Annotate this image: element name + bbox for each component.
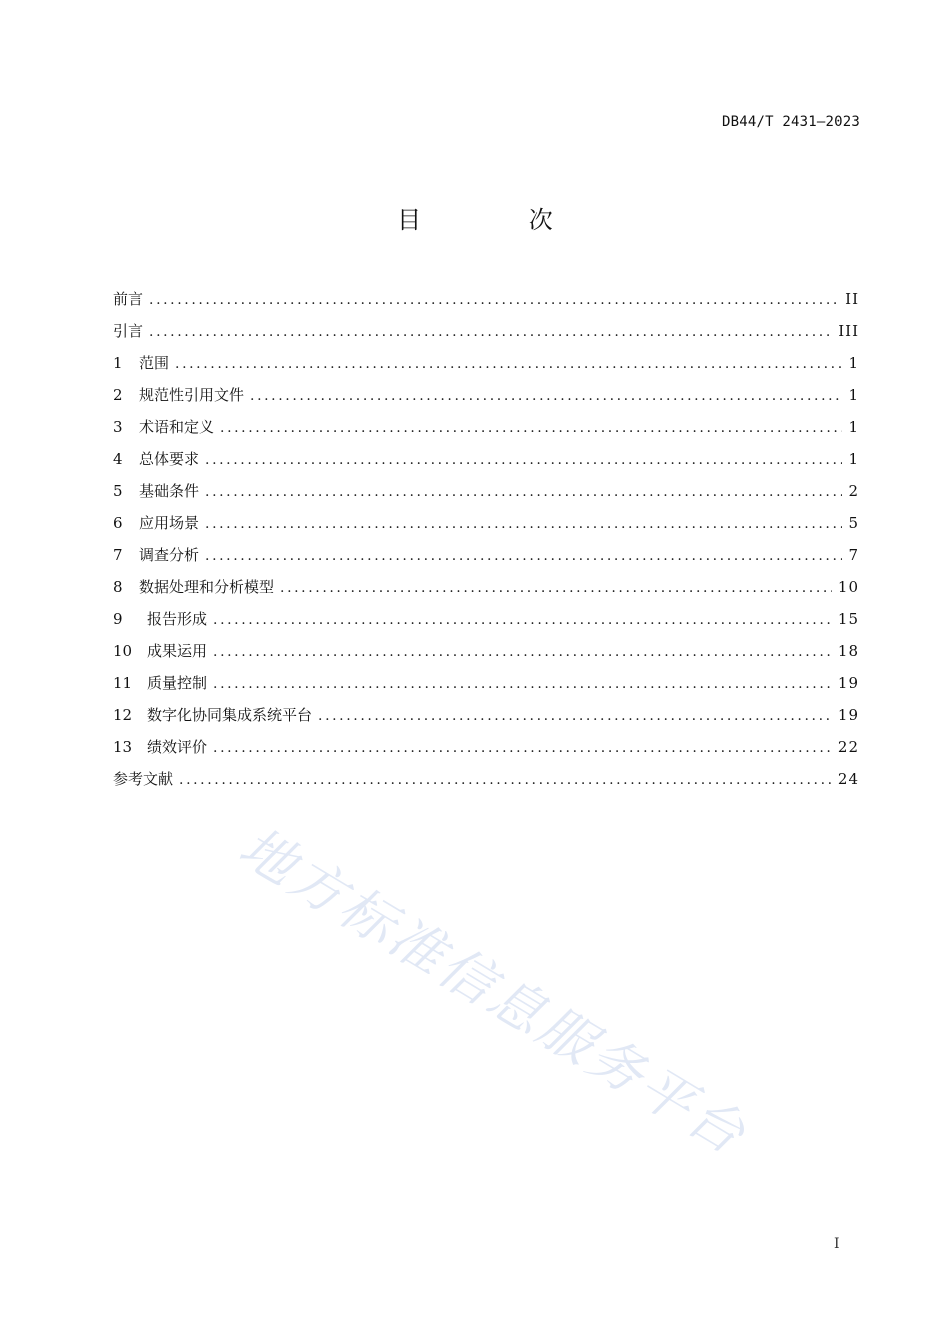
toc-leader-dots — [213, 607, 832, 633]
toc-entry-label: 绩效评价 — [147, 738, 208, 756]
toc-entry-label: 参考文献 — [113, 770, 174, 788]
toc-entry-page: 1 — [848, 418, 859, 436]
toc-entry-label: 应用场景 — [139, 514, 200, 532]
toc-leader-dots — [250, 383, 842, 409]
toc-entry-number: 11 — [113, 674, 133, 692]
toc-entry-label: 质量控制 — [147, 674, 208, 692]
toc-entry[interactable] — [113, 286, 859, 318]
toc-entry-label: 术语和定义 — [139, 418, 215, 436]
toc-leader-dots — [205, 447, 842, 473]
toc-entry-page: 1 — [848, 386, 859, 404]
toc-title: 目 次 — [397, 206, 603, 234]
toc-entry-page: 5 — [848, 514, 859, 532]
toc-leader-dots — [213, 671, 832, 697]
toc-leader-dots — [318, 703, 832, 729]
toc-entry-page: III — [838, 322, 859, 340]
toc-entry[interactable] — [113, 766, 859, 798]
toc-leader-dots — [205, 479, 842, 505]
toc-entry-label: 数据处理和分析模型 — [139, 578, 275, 596]
toc-entry-page: 19 — [837, 674, 859, 692]
toc-leader-dots — [280, 575, 832, 601]
toc-entry-number: 12 — [113, 706, 133, 724]
toc-leader-dots — [213, 639, 832, 665]
toc-entry-label: 数字化协同集成系统平台 — [147, 706, 313, 724]
page-number: I — [834, 1236, 840, 1252]
toc-entry[interactable] — [113, 350, 859, 382]
toc-entry[interactable] — [113, 542, 859, 574]
toc-entry-label: 前言 — [113, 290, 144, 308]
toc-entry-page: 24 — [837, 770, 859, 788]
toc-entry[interactable] — [113, 734, 859, 766]
toc-entry-label: 范围 — [139, 354, 170, 372]
toc-entry-number: 3 — [113, 418, 123, 436]
toc-entry-label: 报告形成 — [147, 610, 208, 628]
toc-leader-dots — [149, 287, 839, 313]
toc-entry-label: 总体要求 — [139, 450, 200, 468]
toc-entry[interactable] — [113, 606, 859, 638]
table-of-contents — [113, 286, 859, 798]
toc-entry-page: 22 — [837, 738, 859, 756]
toc-entry-number: 7 — [113, 546, 123, 564]
toc-entry-number: 1 — [113, 354, 123, 372]
toc-entry-page: 15 — [837, 610, 859, 628]
toc-entry[interactable] — [113, 382, 859, 414]
toc-leader-dots — [220, 415, 842, 441]
toc-entry[interactable] — [113, 574, 859, 606]
toc-entry[interactable] — [113, 318, 859, 350]
toc-entry[interactable] — [113, 638, 859, 670]
toc-entry-number: 10 — [113, 642, 133, 660]
toc-entry-page: 2 — [848, 482, 859, 500]
toc-entry-page: 19 — [837, 706, 859, 724]
toc-leader-dots — [213, 735, 832, 761]
toc-entry-label: 规范性引用文件 — [139, 386, 245, 404]
toc-leader-dots — [205, 511, 842, 537]
toc-entry-page: 1 — [848, 450, 859, 468]
toc-entry[interactable] — [113, 670, 859, 702]
toc-entry-number: 5 — [113, 482, 123, 500]
toc-entry-page: II — [845, 290, 859, 308]
toc-leader-dots — [179, 767, 832, 793]
toc-entry-page: 1 — [848, 354, 859, 372]
toc-entry-label: 成果运用 — [147, 642, 208, 660]
document-code: DB44/T 2431—2023 — [721, 114, 860, 130]
toc-entry-page: 18 — [837, 642, 859, 660]
toc-leader-dots — [149, 319, 832, 345]
toc-entry-number: 9 — [113, 610, 123, 628]
toc-entry[interactable] — [113, 446, 859, 478]
toc-entry-page: 10 — [837, 578, 859, 596]
toc-entry[interactable] — [113, 478, 859, 510]
watermark: 地方标准信息服务平台 — [228, 814, 759, 1168]
toc-entry[interactable] — [113, 414, 859, 446]
toc-entry-label: 基础条件 — [139, 482, 200, 500]
toc-entry-label: 引言 — [113, 322, 144, 340]
toc-entry[interactable] — [113, 702, 859, 734]
toc-entry-number: 8 — [113, 578, 123, 596]
toc-entry-number: 13 — [113, 738, 133, 756]
toc-leader-dots — [205, 543, 842, 569]
toc-leader-dots — [175, 351, 842, 377]
toc-entry-number: 2 — [113, 386, 123, 404]
toc-entry-number: 4 — [113, 450, 123, 468]
toc-entry-number: 6 — [113, 514, 123, 532]
toc-entry-label: 调查分析 — [139, 546, 200, 564]
toc-entry[interactable] — [113, 510, 859, 542]
toc-entry-page: 7 — [848, 546, 859, 564]
